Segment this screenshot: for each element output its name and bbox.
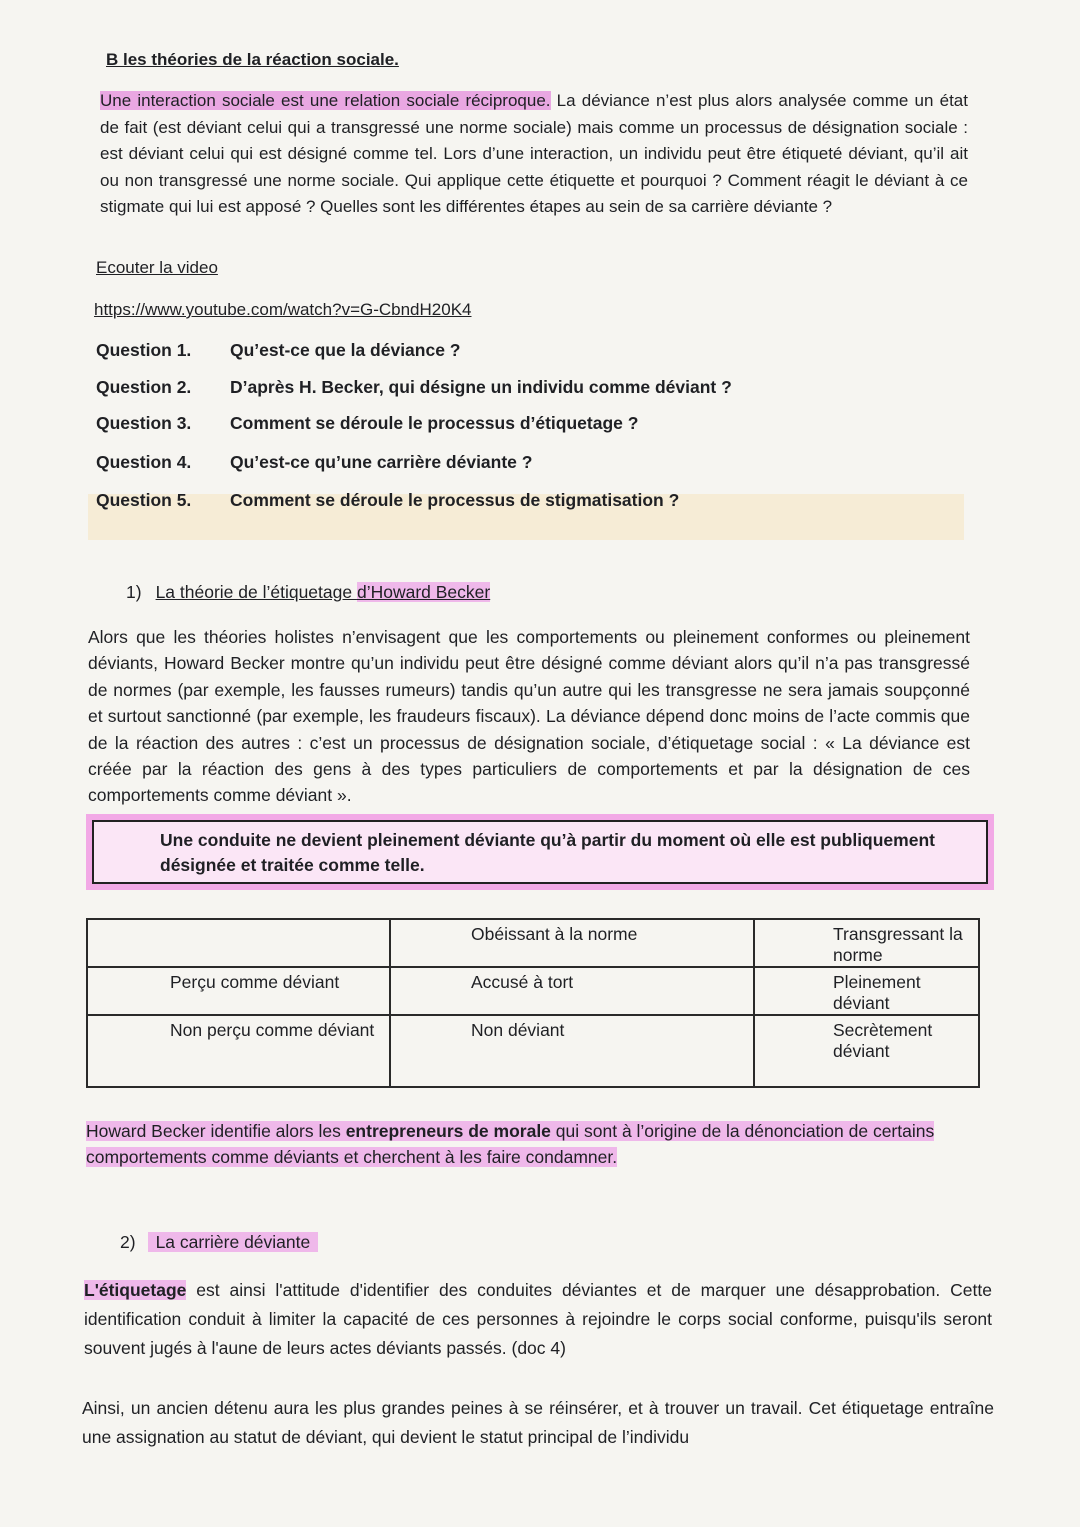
boxed-definition (92, 820, 988, 884)
question-4 (96, 452, 532, 473)
intro-rest: La déviance n’est plus alors analysée comme un état de fait (est déviant celui qui a transgressé une norme sociale) mais comme un processus de désignation sociale : est déviant celui qui est désigné comme tel. Lors d’une interaction, un individu peut être étiqueté déviant, qu’il ait ou non transgressé une norme sociale. Qui applique cette étiquette et pourquoi ? Comment réagit le déviant à ce stigmate qui lui est apposé ? Quelles sont les différentes étapes au sein de sa carrière déviante ? (100, 91, 968, 216)
part1-number: 1) (126, 582, 142, 602)
video-link-label[interactable]: Ecouter la video (96, 258, 218, 277)
question-number: Question 3. (96, 413, 192, 433)
part2-heading (120, 1232, 318, 1253)
question-text: Comment se déroule le processus d’étiquetage ? (230, 413, 639, 433)
becker-typology-table (86, 918, 980, 1088)
video-url-link[interactable]: https://www.youtube.com/watch?v=G-CbndH20K4 (94, 300, 472, 319)
becker-paragraph: Alors que les théories holistes n’envisagent que les comportements ou pleinement conformes ou pleinement déviants, Howard Becker montre qu’un individu peut être désigné comme déviant alors qu’il n’a pas transgressé de normes (par exemple, les fausses rumeurs) tandis qu’un autre qui les transgresse ne sera jamais soupçonné et surtout sanctionné (par exemple, les fraudeurs fiscaux). La déviance dépend donc moins de l’acte commis que de la réaction des autres : c’est un processus de désignation sociale, d’étiquetage social : « La déviance est créée par la réaction des gens à des types particuliers de comportements et par la désignation de ces comportements comme déviant ». (88, 627, 970, 806)
entrepreneurs-term: entrepreneurs de morale (345, 1121, 551, 1141)
question-text: D’après H. Becker, qui désigne un individu comme déviant ? (230, 377, 732, 397)
table-row-label: Perçu comme déviant (87, 967, 390, 1015)
part2-title: La carrière déviante (148, 1232, 319, 1252)
table-cell: Accusé à tort (390, 967, 754, 1015)
etiquetage-term: L'étiquetage (84, 1280, 187, 1300)
question-1 (96, 340, 461, 361)
etiquetage-rest: est ainsi l'attitude d'identifier des conduites déviantes et de marquer une désapprobation. Cette identification conduit à limiter la capacité de ces personnes à rejoindre le corps social conforme, puisqu'ils seront souvent jugés à l'aune de leurs actes déviants passés. (doc 4) (84, 1280, 992, 1358)
section-title: B les théories de la réaction sociale. (106, 50, 399, 69)
intro-paragraph (100, 88, 968, 221)
entrepreneurs-before: Howard Becker identifie alors les (86, 1121, 346, 1141)
question-5 (96, 490, 679, 511)
question-number: Question 5. (96, 490, 192, 510)
part1-title-b: d’Howard Becker (356, 582, 491, 602)
question-text: Comment se déroule le processus de stigmatisation ? (230, 490, 680, 510)
etiquetage-paragraph (84, 1276, 992, 1363)
table-header-cell (87, 919, 390, 967)
table-cell: Non déviant (390, 1015, 754, 1087)
question-text: Qu’est-ce qu’une carrière déviante ? (230, 452, 533, 472)
question-text: Qu’est-ce que la déviance ? (230, 340, 461, 360)
question-number: Question 1. (96, 340, 192, 360)
intro-highlight: Une interaction sociale est une relation sociale réciproque. (100, 91, 551, 110)
part2-number: 2) (120, 1232, 136, 1252)
entrepreneurs-paragraph (86, 1118, 978, 1170)
table-cell: Pleinement déviant (754, 967, 979, 1015)
part1-heading (126, 582, 490, 603)
question-2 (96, 377, 732, 398)
part1-title-a: La théorie de l’étiquetage (155, 582, 357, 602)
question-3 (96, 413, 638, 434)
question-number: Question 4. (96, 452, 192, 472)
boxed-definition-text: Une conduite ne devient pleinement déviante qu’à partir du moment où elle est publiquement désignée et traitée comme telle. (160, 830, 935, 875)
entrepreneurs-after: qui sont à l’origine de la dénonciation de certains comportements comme déviants et cherchent à les faire condamner. (86, 1121, 935, 1167)
table-header-cell: Transgressant la norme (754, 919, 979, 967)
table-header-cell: Obéissant à la norme (390, 919, 754, 967)
question-number: Question 2. (96, 377, 192, 397)
table-cell: Secrètement déviant (754, 1015, 979, 1087)
table-row-label: Non perçu comme déviant (87, 1015, 390, 1087)
final-paragraph: Ainsi, un ancien détenu aura les plus grandes peines à se réinsérer, et à trouver un travail. Cet étiquetage entraîne une assignation au statut de déviant, qui devient le statut principal de l’individu (82, 1398, 994, 1447)
